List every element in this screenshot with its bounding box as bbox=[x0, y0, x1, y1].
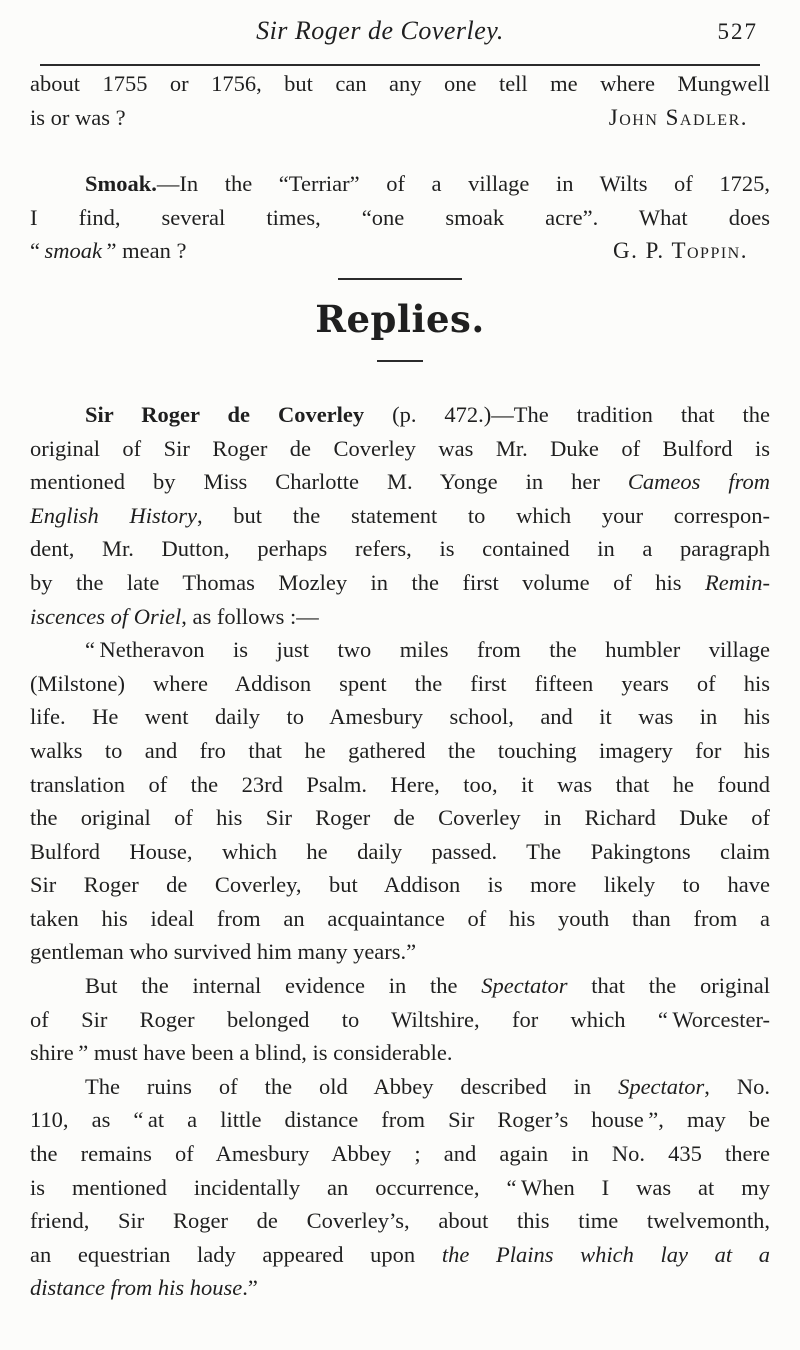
text-line bbox=[30, 734, 770, 768]
text-segment: “ Netheravon is just two miles from the humbler village bbox=[85, 637, 770, 663]
text-segment: taken his ideal from an acquaintance of his youth than from a bbox=[30, 905, 770, 931]
text-segment: .” bbox=[242, 1275, 258, 1301]
para-internal-evidence bbox=[30, 969, 770, 1070]
text-line bbox=[30, 801, 770, 835]
text-segment: (Milstone) where Addison spent the first fifteen years of his bbox=[30, 670, 770, 696]
replies-section-heading: Replies. bbox=[315, 296, 485, 341]
text-segment: the remains of Amesbury Abbey ; and again in No. 435 there bbox=[30, 1141, 770, 1167]
text-line bbox=[30, 667, 770, 701]
text-line bbox=[30, 101, 770, 135]
text-line bbox=[30, 201, 770, 235]
text-line bbox=[30, 700, 770, 734]
text-segment: I find, several times, “one smoak acre”. What does bbox=[30, 204, 770, 230]
queries-slot bbox=[30, 67, 770, 268]
running-header bbox=[0, 0, 800, 67]
text-line bbox=[30, 935, 770, 969]
text-segment: of Sir Roger belonged to Wiltshire, for which “ Worcester- bbox=[30, 1006, 770, 1032]
line-left-text bbox=[30, 101, 126, 135]
text-segment: that the original bbox=[567, 973, 770, 999]
text-line bbox=[30, 1271, 770, 1305]
text-segment: an equestrian lady appeared upon bbox=[30, 1241, 442, 1267]
text-segment: 110, as “ at a little distance from Sir Roger’s house ”, may be bbox=[30, 1107, 770, 1133]
text-segment: Bulford House, which he daily passed. The Pakingtons claim bbox=[30, 838, 770, 864]
text-line bbox=[30, 398, 770, 432]
text-line bbox=[30, 1238, 770, 1272]
text-segment: , as follows :— bbox=[181, 603, 319, 629]
text-line bbox=[30, 600, 770, 634]
italic-text: English History bbox=[30, 502, 197, 528]
text-segment: walks to and fro that he gathered the touching imagery for his bbox=[30, 737, 770, 763]
text-line bbox=[30, 566, 770, 600]
text-line bbox=[30, 432, 770, 466]
text-segment: Sir Roger de Coverley, but Addison is more likely to have bbox=[30, 872, 770, 898]
query-mungwell-continuation bbox=[30, 67, 770, 134]
text-segment: But the internal evidence in the bbox=[85, 973, 482, 999]
page-body bbox=[30, 67, 770, 1305]
text-segment: dent, Mr. Dutton, perhaps refers, is contained in a paragraph bbox=[30, 536, 770, 562]
text-line bbox=[30, 868, 770, 902]
text-line bbox=[30, 768, 770, 802]
text-segment: ” mean ? bbox=[102, 238, 187, 264]
text-line bbox=[30, 465, 770, 499]
text-segment: is mentioned incidentally an occurrence, “ When I was at my bbox=[30, 1174, 770, 1200]
text-line bbox=[30, 1204, 770, 1238]
italic-text: Cameos from bbox=[627, 469, 771, 495]
text-line bbox=[30, 1070, 770, 1104]
text-line bbox=[30, 499, 770, 533]
text-segment: friend, Sir Roger de Coverley’s, about this time twelvemonth, bbox=[30, 1208, 770, 1234]
text-segment: “ bbox=[30, 238, 45, 264]
text-segment: , No. bbox=[704, 1073, 771, 1099]
section-divider-rule bbox=[338, 278, 462, 280]
italic-text: Remin- bbox=[705, 569, 770, 595]
text-segment: by the late Thomas Mozley in the first volume of his bbox=[30, 569, 706, 595]
italic-text: Spectator bbox=[481, 973, 568, 999]
text-line bbox=[30, 532, 770, 566]
text-segment: original of Sir Roger de Coverley was Mr. Duke of Bulford is bbox=[30, 435, 770, 461]
smallcaps-name: John Sadler. bbox=[608, 104, 748, 130]
text-line bbox=[30, 234, 770, 268]
italic-text: Spectator bbox=[618, 1073, 705, 1099]
text-segment: shire ” must have been a blind, is considerable. bbox=[30, 1040, 453, 1066]
text-line bbox=[30, 1103, 770, 1137]
page-header-title: Sir Roger de Coverley. bbox=[256, 16, 504, 45]
text-segment: (p. 472.)—The tradition that the bbox=[364, 401, 770, 427]
bold-lead-text: Smoak. bbox=[85, 171, 157, 197]
quote-netheravon bbox=[30, 633, 770, 969]
text-segment: The ruins of the old Abbey described in bbox=[85, 1073, 619, 1099]
text-segment: mentioned by Miss Charlotte M. Yonge in her bbox=[30, 469, 628, 495]
reply-sir-roger-de-coverley bbox=[30, 398, 770, 633]
text-line bbox=[30, 167, 770, 201]
text-segment: the original of his Sir Roger de Coverley in Richard Duke of bbox=[30, 805, 770, 831]
text-segment: , but the statement to which your correspon- bbox=[196, 502, 770, 528]
italic-text: smoak bbox=[44, 238, 102, 264]
text-segment: life. He went daily to Amesbury school, and it was in his bbox=[30, 704, 770, 730]
italic-text: distance from his house bbox=[30, 1275, 243, 1301]
signature bbox=[613, 234, 748, 268]
text-segment: translation of the 23rd Psalm. Here, too, it was that he found bbox=[30, 771, 770, 797]
text-line bbox=[30, 67, 770, 101]
page-number: 527 bbox=[717, 19, 758, 44]
text-line bbox=[30, 1003, 770, 1037]
text-segment: —In the “Terriar” of a village in Wilts of 1725, bbox=[156, 171, 770, 197]
replies-slot bbox=[30, 398, 770, 1305]
text-line bbox=[30, 1171, 770, 1205]
text-segment: about 1755 or 1756, but can any one tell me where Mungwell bbox=[30, 71, 770, 96]
text-segment: is or was ? bbox=[30, 104, 126, 130]
text-line bbox=[30, 835, 770, 869]
line-left-text bbox=[30, 234, 186, 268]
text-line bbox=[30, 1137, 770, 1171]
text-line bbox=[30, 1036, 770, 1070]
italic-text: iscences of Oriel bbox=[30, 603, 182, 629]
text-segment: gentleman who survived him many years.” bbox=[30, 939, 417, 965]
text-line bbox=[30, 969, 770, 1003]
heading-under-rule bbox=[377, 360, 423, 362]
text-line bbox=[30, 902, 770, 936]
header-rule bbox=[40, 64, 760, 66]
smallcaps-name: G. P. Toppin. bbox=[613, 238, 748, 264]
bold-lead-text: Sir Roger de Coverley bbox=[85, 401, 365, 427]
signature bbox=[609, 101, 748, 135]
italic-text: the Plains which lay at a bbox=[441, 1241, 770, 1267]
text-line bbox=[30, 633, 770, 667]
query-smoak bbox=[30, 167, 770, 268]
para-abbey-ruins bbox=[30, 1070, 770, 1305]
